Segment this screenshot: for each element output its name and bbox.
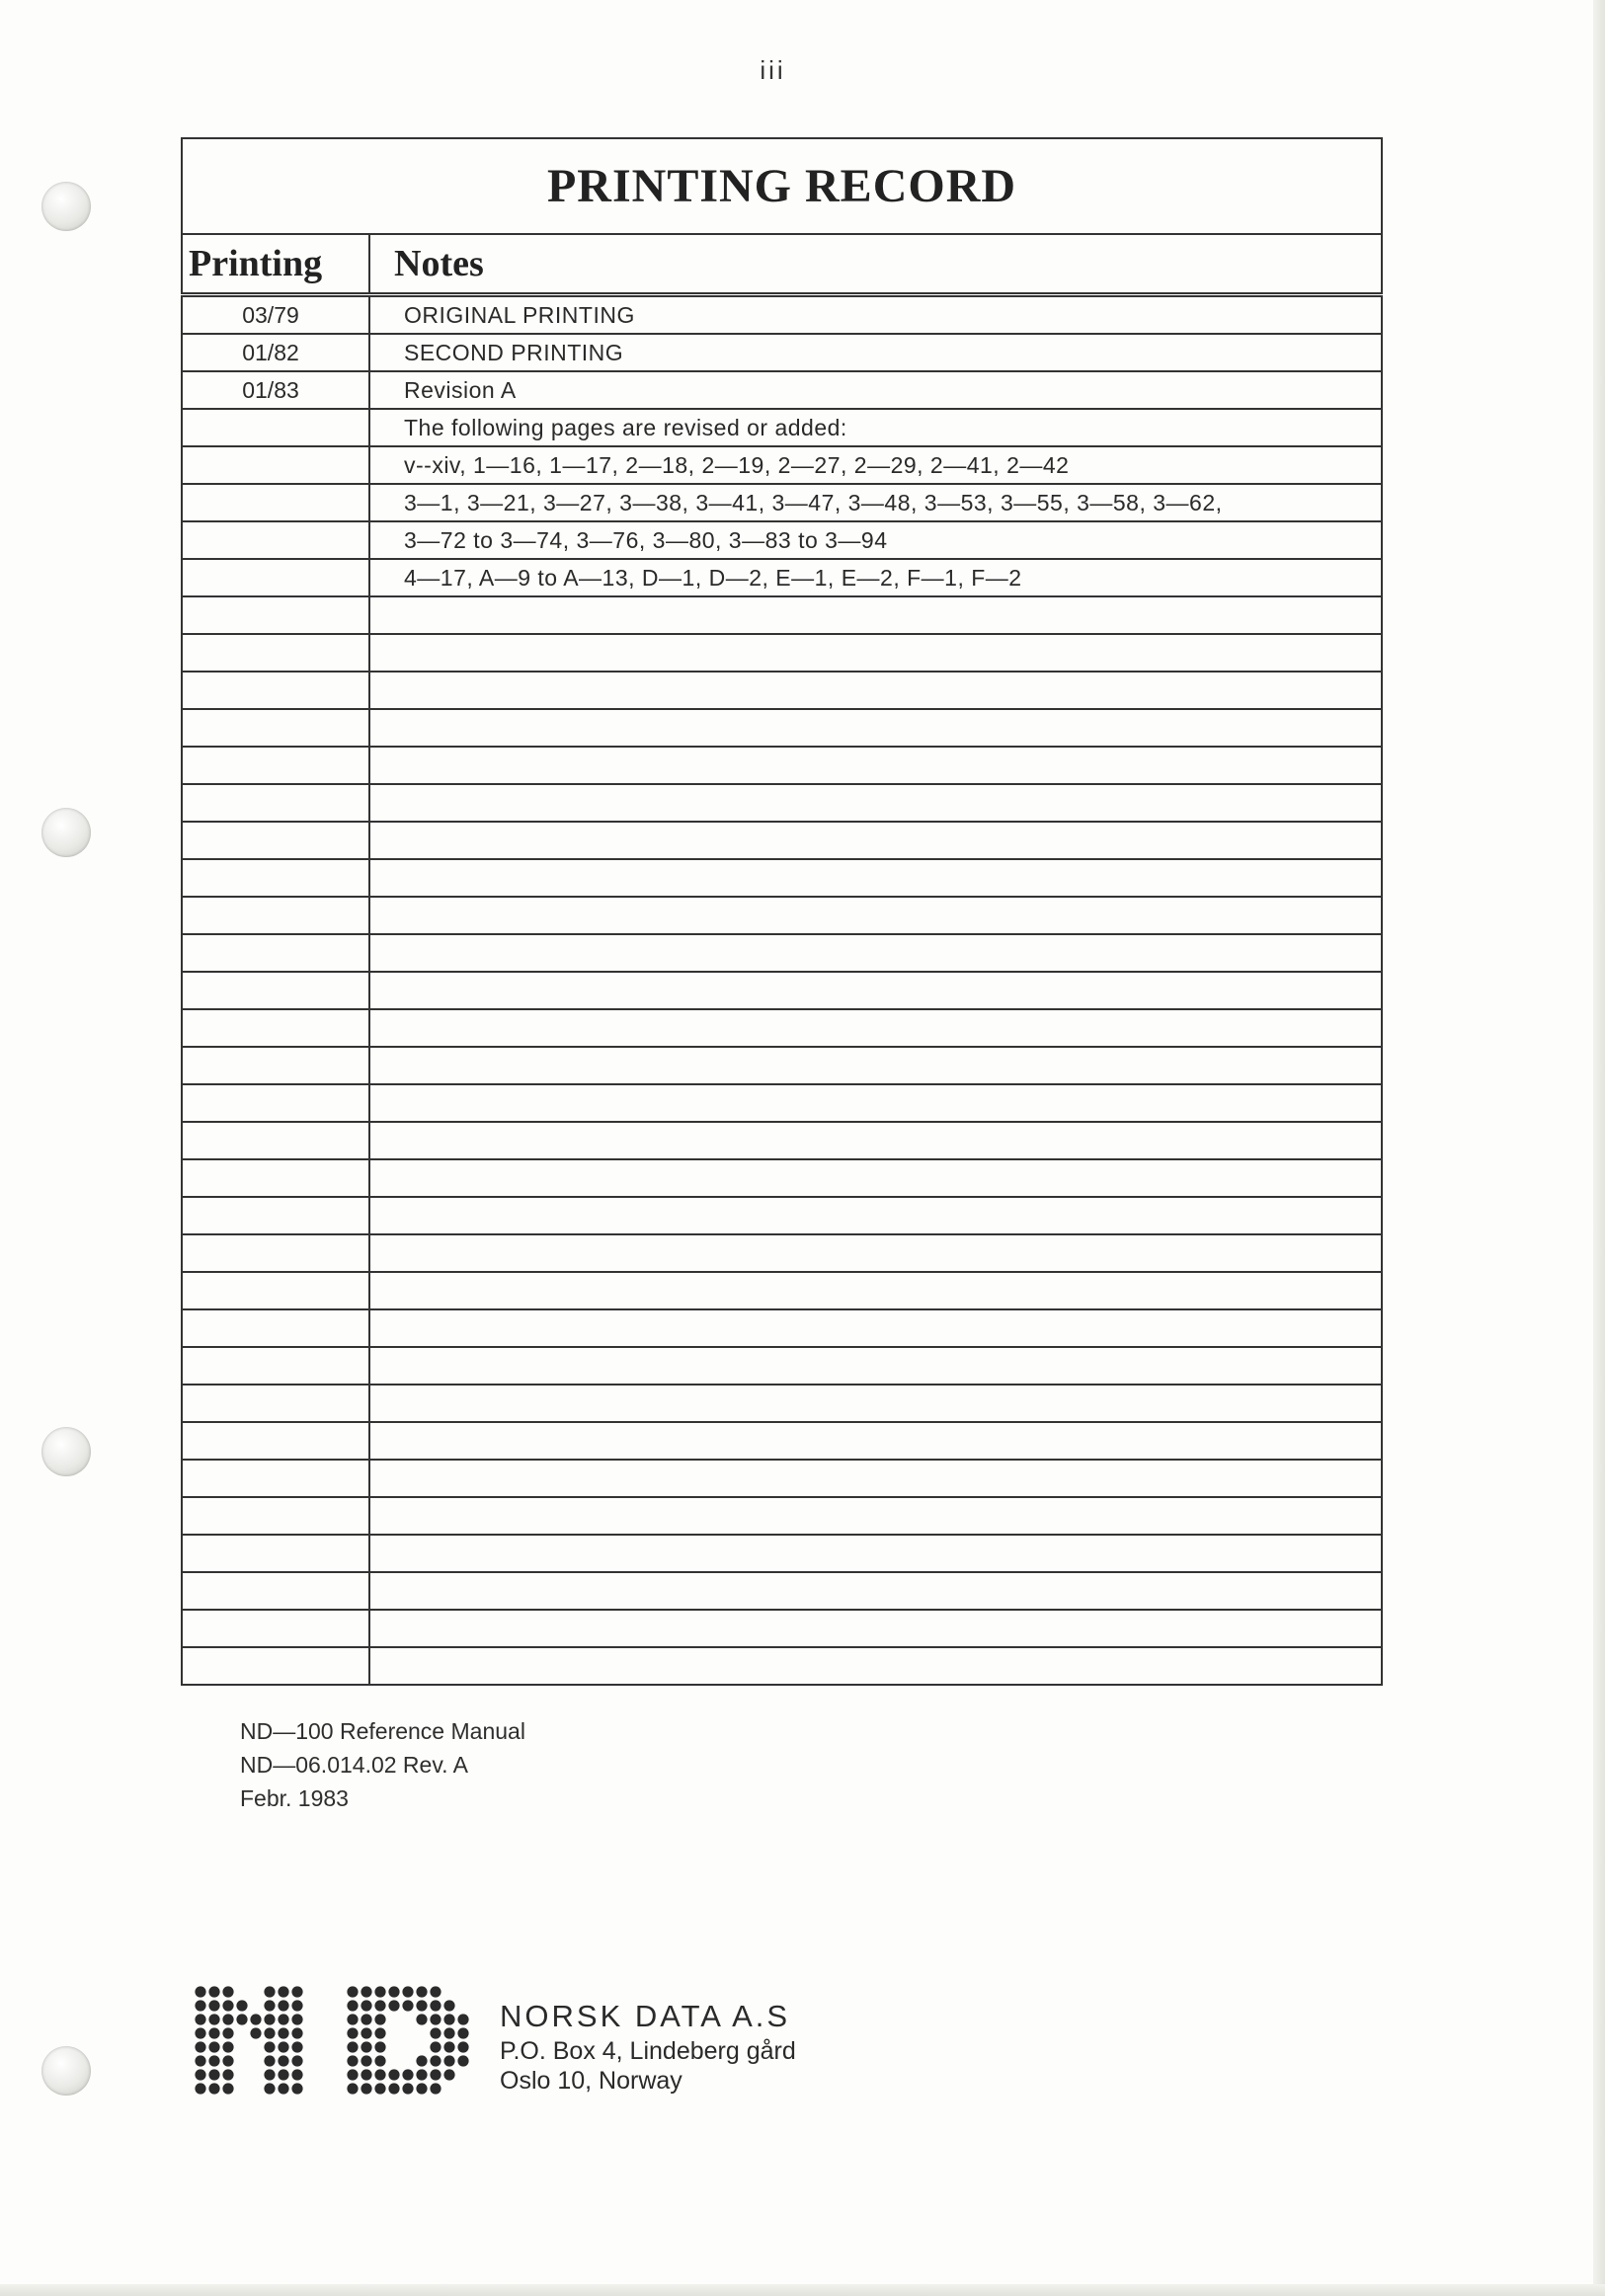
table-row xyxy=(182,1497,1382,1535)
notes-cell xyxy=(369,1084,1382,1122)
notes-cell xyxy=(369,634,1382,672)
notes-cell xyxy=(369,1497,1382,1535)
printing-date-cell xyxy=(182,596,369,634)
table-row xyxy=(182,409,1382,446)
table-row xyxy=(182,709,1382,747)
notes-cell xyxy=(369,859,1382,897)
printing-date-cell xyxy=(182,897,369,934)
printing-date-cell xyxy=(182,1610,369,1647)
table-row xyxy=(182,1272,1382,1309)
printing-date-cell xyxy=(182,446,369,484)
document-footer xyxy=(240,1714,525,1815)
notes-cell xyxy=(369,1610,1382,1647)
notes-cell xyxy=(369,1197,1382,1234)
printing-date-cell: 01/82 xyxy=(182,334,369,371)
punch-hole xyxy=(41,808,91,857)
notes-cell xyxy=(369,1572,1382,1610)
notes-cell xyxy=(369,1647,1382,1685)
table-row xyxy=(182,559,1382,596)
table-row xyxy=(182,1610,1382,1647)
punch-hole xyxy=(41,182,91,231)
printing-date-cell xyxy=(182,934,369,972)
printing-date-cell xyxy=(182,1347,369,1385)
table-row xyxy=(182,1047,1382,1084)
notes-cell xyxy=(369,672,1382,709)
table-row xyxy=(182,934,1382,972)
notes-cell xyxy=(369,709,1382,747)
table-row xyxy=(182,596,1382,634)
page-number: iii xyxy=(760,55,786,85)
printing-date-cell xyxy=(182,1422,369,1460)
printing-date-cell xyxy=(182,859,369,897)
page-right-edge xyxy=(1593,0,1605,2296)
notes-cell xyxy=(369,934,1382,972)
publication-date: Febr. 1983 xyxy=(240,1785,349,1811)
notes-cell xyxy=(369,1122,1382,1159)
table-row xyxy=(182,1385,1382,1422)
printing-date-cell xyxy=(182,409,369,446)
notes-cell xyxy=(369,596,1382,634)
table-row xyxy=(182,1234,1382,1272)
table-row xyxy=(182,1009,1382,1047)
notes-cell xyxy=(369,1460,1382,1497)
notes-cell xyxy=(369,1009,1382,1047)
table-row xyxy=(182,446,1382,484)
notes-cell xyxy=(369,1272,1382,1309)
document-number: ND—06.014.02 Rev. A xyxy=(240,1752,468,1778)
company-name: NORSK DATA A.S xyxy=(500,1999,791,2033)
notes-cell: The following pages are revised or added: xyxy=(369,409,1382,446)
nd-logo-icon xyxy=(194,1983,470,2098)
printing-date-cell xyxy=(182,1535,369,1572)
company-info xyxy=(500,1997,796,2096)
printing-date-cell xyxy=(182,1159,369,1197)
notes-cell xyxy=(369,1385,1382,1422)
printing-date-cell xyxy=(182,1272,369,1309)
notes-cell xyxy=(369,747,1382,784)
table-row xyxy=(182,1309,1382,1347)
table-title: PRINTING RECORD xyxy=(182,138,1382,234)
company-address-line-2: Oslo 10, Norway xyxy=(500,2067,682,2095)
printing-date-cell xyxy=(182,1497,369,1535)
printing-date-cell xyxy=(182,521,369,559)
notes-cell xyxy=(369,1047,1382,1084)
printing-date-cell xyxy=(182,747,369,784)
table-row xyxy=(182,1422,1382,1460)
printing-date-cell xyxy=(182,1647,369,1685)
notes-cell xyxy=(369,1309,1382,1347)
printing-date-cell xyxy=(182,784,369,822)
table-row xyxy=(182,484,1382,521)
printing-date-cell xyxy=(182,1385,369,1422)
notes-cell xyxy=(369,784,1382,822)
printing-date-cell xyxy=(182,484,369,521)
table-row xyxy=(182,1347,1382,1385)
company-address-line-1: P.O. Box 4, Lindeberg gård xyxy=(500,2037,796,2065)
notes-cell xyxy=(369,972,1382,1009)
printing-date-cell xyxy=(182,1047,369,1084)
printing-date-cell xyxy=(182,672,369,709)
table-body xyxy=(182,295,1382,1686)
notes-cell: v--xiv, 1—16, 1—17, 2—18, 2—19, 2—27, 2—29, 2—41, 2—42 xyxy=(369,446,1382,484)
notes-cell: ORIGINAL PRINTING xyxy=(369,295,1382,335)
printing-date-cell xyxy=(182,1122,369,1159)
notes-cell: 4—17, A—9 to A—13, D—1, D—2, E—1, E—2, F—1, F—2 xyxy=(369,559,1382,596)
table-row xyxy=(182,1159,1382,1197)
printing-date-cell xyxy=(182,822,369,859)
printing-date-cell xyxy=(182,972,369,1009)
table-row xyxy=(182,972,1382,1009)
table-row xyxy=(182,634,1382,672)
printing-date-cell xyxy=(182,1234,369,1272)
printing-date-cell xyxy=(182,1309,369,1347)
printing-date-cell xyxy=(182,559,369,596)
table-row xyxy=(182,521,1382,559)
page-bottom-edge xyxy=(0,2284,1605,2296)
table-row xyxy=(182,1084,1382,1122)
table-row xyxy=(182,784,1382,822)
printing-date-cell xyxy=(182,1009,369,1047)
notes-cell xyxy=(369,1159,1382,1197)
notes-cell xyxy=(369,1422,1382,1460)
table-row xyxy=(182,822,1382,859)
column-header-printing: Printing xyxy=(182,234,369,295)
table-row xyxy=(182,1647,1382,1685)
printing-date-cell xyxy=(182,634,369,672)
printing-date-cell: 03/79 xyxy=(182,295,369,335)
table-row xyxy=(182,334,1382,371)
notes-cell xyxy=(369,822,1382,859)
table-row xyxy=(182,747,1382,784)
notes-cell: 3—1, 3—21, 3—27, 3—38, 3—41, 3—47, 3—48, 3—53, 3—55, 3—58, 3—62, xyxy=(369,484,1382,521)
table-row xyxy=(182,371,1382,409)
table-row xyxy=(182,672,1382,709)
punch-hole xyxy=(41,2046,91,2096)
printing-date-cell xyxy=(182,1084,369,1122)
notes-cell: Revision A xyxy=(369,371,1382,409)
printing-date-cell xyxy=(182,1572,369,1610)
notes-cell xyxy=(369,897,1382,934)
notes-cell xyxy=(369,1234,1382,1272)
table-row xyxy=(182,295,1382,335)
table-row xyxy=(182,1460,1382,1497)
printing-date-cell xyxy=(182,709,369,747)
table-row xyxy=(182,1572,1382,1610)
column-header-notes: Notes xyxy=(369,234,1382,295)
notes-cell xyxy=(369,1535,1382,1572)
printing-date-cell: 01/83 xyxy=(182,371,369,409)
notes-cell: 3—72 to 3—74, 3—76, 3—80, 3—83 to 3—94 xyxy=(369,521,1382,559)
punch-hole xyxy=(41,1427,91,1476)
notes-cell: SECOND PRINTING xyxy=(369,334,1382,371)
printing-date-cell xyxy=(182,1460,369,1497)
table-row xyxy=(182,897,1382,934)
table-row xyxy=(182,859,1382,897)
table-row xyxy=(182,1197,1382,1234)
printing-record-table xyxy=(181,137,1383,1686)
printing-date-cell xyxy=(182,1197,369,1234)
table-row xyxy=(182,1535,1382,1572)
manual-title: ND—100 Reference Manual xyxy=(240,1718,525,1744)
table-row xyxy=(182,1122,1382,1159)
notes-cell xyxy=(369,1347,1382,1385)
